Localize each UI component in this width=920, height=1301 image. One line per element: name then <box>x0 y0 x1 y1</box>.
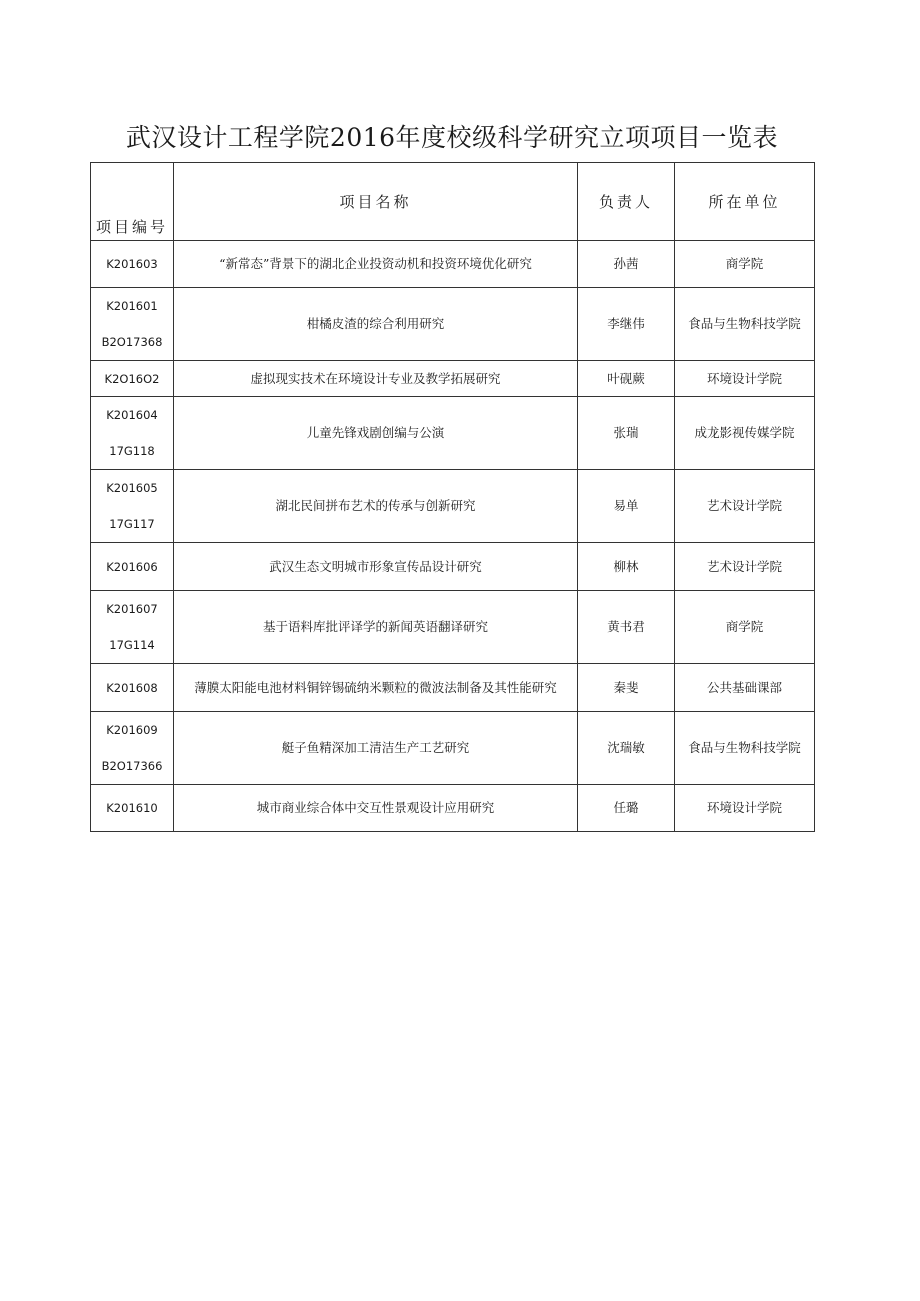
table-row <box>91 397 815 470</box>
project-name: 薄膜太阳能电池材料铜锌锡硫纳米颗粒的微波法制备及其性能研究 <box>174 664 578 712</box>
project-code: K2O16O2 <box>91 361 174 397</box>
project-unit: 商学院 <box>675 591 815 664</box>
project-code: K201610 <box>91 785 174 832</box>
project-leader: 孙茜 <box>578 241 675 288</box>
project-code: K201609 B2O17366 <box>91 712 174 785</box>
project-unit: 食品与生物科技学院 <box>675 712 815 785</box>
project-code: K201608 <box>91 664 174 712</box>
project-leader: 秦斐 <box>578 664 675 712</box>
project-leader: 任璐 <box>578 785 675 832</box>
table-row <box>91 785 815 832</box>
project-leader: 易单 <box>578 470 675 543</box>
project-unit: 艺术设计学院 <box>675 470 815 543</box>
project-unit: 公共基础课部 <box>675 664 815 712</box>
project-name: 城市商业综合体中交互性景观设计应用研究 <box>174 785 578 832</box>
project-name: 儿童先锋戏剧创编与公演 <box>174 397 578 470</box>
project-unit: 商学院 <box>675 241 815 288</box>
page-title: 武汉设计工程学院2016年度校级科学研究立项项目一览表 <box>125 123 779 152</box>
header-code: 项目编号 <box>91 163 174 241</box>
project-name: “新常态”背景下的湖北企业投资动机和投资环境优化研究 <box>174 241 578 288</box>
project-name: 湖北民间拼布艺术的传承与创新研究 <box>174 470 578 543</box>
table-row <box>91 543 815 591</box>
table-row <box>91 470 815 543</box>
project-name: 武汉生态文明城市形象宣传品设计研究 <box>174 543 578 591</box>
project-leader: 叶砚蕨 <box>578 361 675 397</box>
project-code: K201606 <box>91 543 174 591</box>
project-unit: 成龙影视传媒学院 <box>675 397 815 470</box>
project-unit: 艺术设计学院 <box>675 543 815 591</box>
project-unit: 环境设计学院 <box>675 361 815 397</box>
table-row <box>91 241 815 288</box>
project-code: K201603 <box>91 241 174 288</box>
project-unit: 环境设计学院 <box>675 785 815 832</box>
project-name: 虚拟现实技术在环境设计专业及教学拓展研究 <box>174 361 578 397</box>
table-row <box>91 288 815 361</box>
project-unit: 食品与生物科技学院 <box>675 288 815 361</box>
project-code: K201605 17G117 <box>91 470 174 543</box>
header-leader: 负责人 <box>578 163 675 241</box>
table-header-row <box>91 163 815 241</box>
header-unit: 所在单位 <box>675 163 815 241</box>
project-leader: 沈瑞敏 <box>578 712 675 785</box>
project-code: K201607 17G114 <box>91 591 174 664</box>
table-row <box>91 591 815 664</box>
table-row <box>91 361 815 397</box>
project-leader: 柳林 <box>578 543 675 591</box>
project-table <box>90 162 815 832</box>
project-leader: 张瑞 <box>578 397 675 470</box>
table-row <box>91 712 815 785</box>
project-code: K201601 B2O17368 <box>91 288 174 361</box>
project-name: 柑橘皮渣的综合利用研究 <box>174 288 578 361</box>
project-leader: 李继伟 <box>578 288 675 361</box>
header-name: 项目名称 <box>174 163 578 241</box>
project-name: 基于语料库批评译学的新闻英语翻译研究 <box>174 591 578 664</box>
table-row <box>91 664 815 712</box>
project-name: 艇子鱼精深加工清洁生产工艺研究 <box>174 712 578 785</box>
project-code: K201604 17G118 <box>91 397 174 470</box>
project-leader: 黄书君 <box>578 591 675 664</box>
